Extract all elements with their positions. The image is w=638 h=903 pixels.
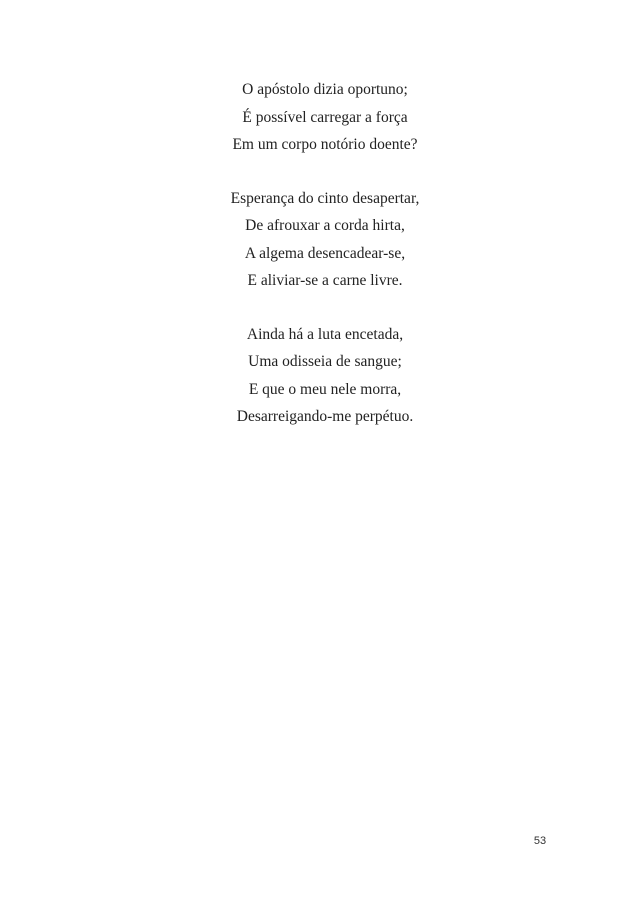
poem-line: Uma odisseia de sangue;: [248, 353, 402, 370]
poem-line: Em um corpo notório doente?: [232, 136, 418, 153]
poem-line: O apóstolo dizia oportuno;: [242, 81, 408, 98]
poem-line: De afrouxar a corda hirta,: [245, 217, 405, 234]
poem-line: É possível carregar a força: [242, 108, 408, 126]
stanza-2: [210, 185, 440, 295]
stanza-1: [210, 76, 440, 159]
poem-line: A algema desencadear-se,: [244, 244, 406, 262]
poem-line: E aliviar-se a carne livre.: [247, 272, 403, 289]
poem: [210, 76, 440, 431]
poem-line: Esperança do cinto desapertar,: [230, 189, 420, 207]
page-number: 53: [533, 835, 547, 847]
poem-line: E que o meu nele morra,: [248, 380, 402, 398]
stanza-3: [210, 321, 440, 431]
poem-line: Ainda há a luta encetada,: [246, 325, 404, 343]
poem-line: Desarreigando-me perpétuo.: [236, 408, 414, 425]
